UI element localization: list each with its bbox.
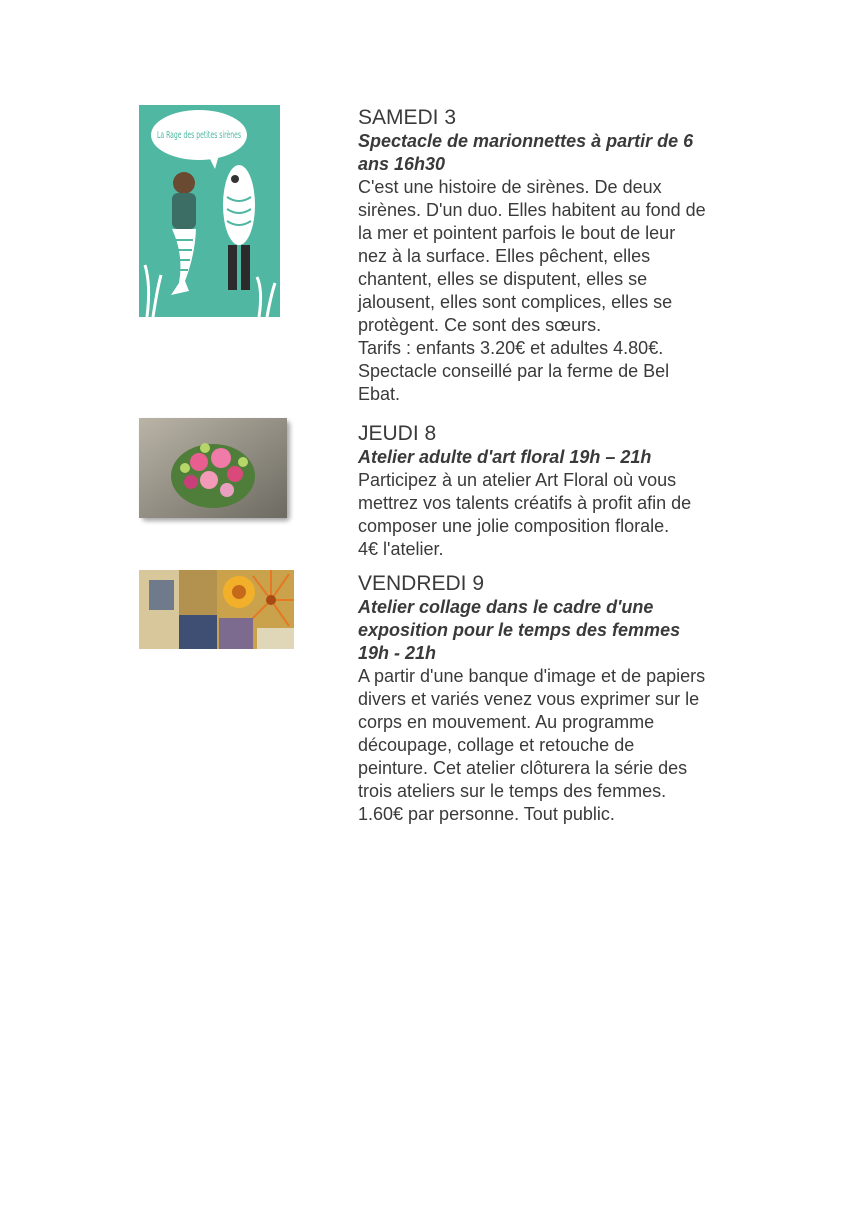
event-image-poster: [139, 105, 295, 317]
event-subtitle: Atelier collage dans le cadre d'une exposition pour le temps des femmes 19h - 21h: [358, 597, 681, 663]
event-day: JEUDI 8: [358, 422, 437, 445]
event-image-flowers: [139, 418, 287, 518]
event-day: SAMEDI 3: [358, 106, 457, 129]
event-jeudi: [358, 422, 748, 561]
poster-title: La Rage des petites sirènes: [157, 130, 295, 141]
event-subtitle: Spectacle de marionnettes à partir de 6 ans 16h30: [358, 131, 694, 174]
event-description: Participez à un atelier Art Floral où vous mettrez vos talents créatifs à profit afin de composer une jolie composition florale. 4€ l'atelier.: [358, 470, 692, 559]
event-day: VENDREDI 9: [358, 572, 485, 595]
event-subtitle: Atelier adulte d'art floral 19h – 21h: [358, 447, 652, 467]
event-samedi: [358, 106, 748, 406]
event-vendredi: [358, 572, 748, 826]
event-image-collage: [139, 570, 294, 649]
event-description: A partir d'une banque d'image et de papiers divers et variés venez vous exprimer sur le corps en mouvement. Au programme découpage, collage et retouche de peinture. Cet atelier clôturera la série des trois ateliers sur le temps des femmes. 1.60€ par personne. Tout public.: [358, 666, 706, 824]
event-description: C'est une histoire de sirènes. De deux sirènes. D'un duo. Elles habitent au fond de la mer et pointent parfois le bout de leur nez à la surface. Elles pêchent, elles chantent, elles se disputent, elles se jalousent, elles sont complices, elles se protègent. Ce sont des sœurs. Tarifs : enfants 3.20€ et adultes 4.80€. Spectacle conseillé par la ferme de Bel Ebat.: [358, 177, 706, 404]
